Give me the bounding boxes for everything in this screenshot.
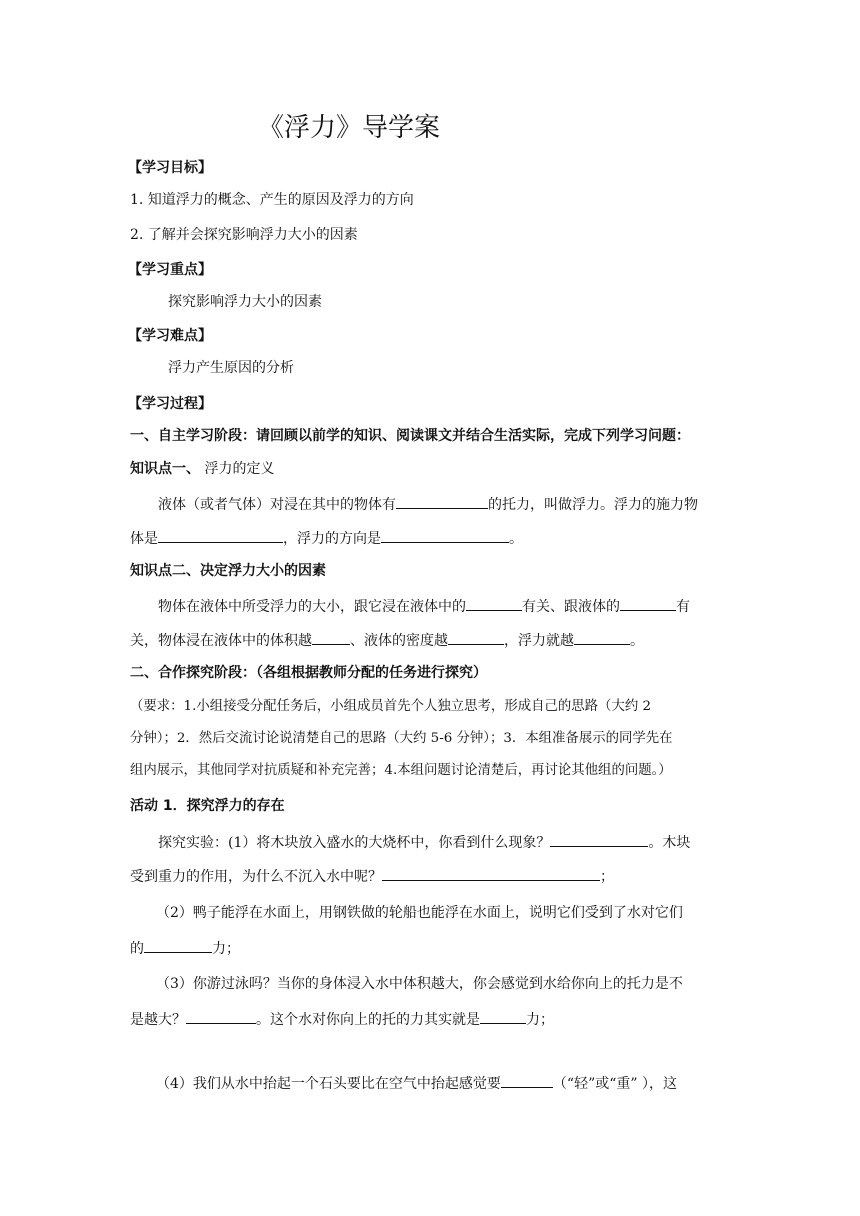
difficulties-heading: 【学习难点】: [128, 328, 212, 344]
blank-field[interactable]: [466, 595, 522, 611]
requirements-line2: 分钟）；2．然后交流讨论说清楚自己的思路（大约 5-6 分钟）；3．本组准备展示的同学先在: [130, 731, 673, 746]
text-span: 。木块: [648, 835, 691, 851]
text-span: ，浮力的方向是: [283, 531, 381, 547]
blank-field[interactable]: [186, 1008, 256, 1024]
text-span: 液体（或者气体）对浸在其中的物体有: [158, 497, 396, 513]
text-span: 探究实验：(1）将木块放入盛水的大烧杯中，你看到什么现象？: [158, 835, 551, 851]
kp1-paragraph-line2: [130, 527, 523, 549]
text-span: （“轻”或“重” ），这: [552, 1076, 677, 1092]
text-span: 。: [509, 531, 523, 547]
text-span: 、液体的密度越: [350, 633, 448, 649]
stage2-heading: 二、合作探究阶段：（各组根据教师分配的任务进行探究）: [130, 665, 487, 681]
document-title: 《浮力》导学案: [258, 113, 441, 143]
question-3-line1: （3）你游过泳吗？当你的身体浸入水中体积越大，你会感觉到水给你向上的托力是不: [156, 976, 683, 992]
text-span: 有关、跟液体的: [522, 599, 620, 615]
activity-1-heading: 活动 1．探究浮力的存在: [130, 798, 285, 814]
blank-field[interactable]: [381, 527, 509, 543]
requirements-line1: （要求：1.小组接受分配任务后，小组成员首先个人独立思考，形成自己的思路（大约 2: [130, 699, 652, 714]
blank-field[interactable]: [550, 831, 648, 847]
requirements-line3: 组内展示，其他同学对抗质疑和补充完善；4.本组问题讨论清楚后，再讨论其他组的问题。）: [130, 763, 672, 778]
blank-field[interactable]: [448, 629, 504, 645]
key-points-text: 探究影响浮力大小的因素: [168, 294, 322, 310]
knowledge-point-1: [130, 459, 274, 479]
question-2-line1: （2）鸭子能浮在水面上，用钢铁做的轮船也能浮在水面上，说明它们受到了水对它们: [156, 905, 683, 921]
objectives-heading: 【学习目标】: [128, 160, 212, 176]
text-span: 。: [630, 633, 644, 649]
blank-field[interactable]: [501, 1072, 553, 1088]
text-span: ；: [600, 869, 614, 885]
blank-field[interactable]: [480, 1008, 526, 1024]
text-span: 受到重力的作用，为什么不沉入水中呢？: [130, 869, 382, 885]
objective-item-2: 2. 了解并会探究影响浮力大小的因素: [130, 227, 358, 243]
text-span: 关，物体浸在液体中的体积越: [130, 633, 312, 649]
kp2-heading: 知识点二、决定浮力大小的因素: [130, 563, 326, 579]
blank-field[interactable]: [158, 527, 283, 543]
kp1-label: 知识点一、: [130, 461, 200, 477]
process-heading: 【学习过程】: [128, 396, 212, 412]
text-span: 是越大？: [130, 1012, 186, 1028]
kp2-paragraph-line1: [158, 595, 690, 617]
kp1-title: 浮力的定义: [200, 461, 275, 477]
text-span: 的托力，叫做浮力。浮力的施力物: [488, 497, 698, 513]
kp2-paragraph-line2: [130, 629, 644, 651]
text-span: 体是: [130, 531, 158, 547]
text-span: 的: [130, 941, 144, 957]
key-points-heading: 【学习重点】: [128, 262, 212, 278]
text-span: 有: [676, 599, 690, 615]
question-1-line1: [158, 831, 690, 853]
text-span: 力；: [526, 1012, 554, 1028]
blank-field[interactable]: [396, 493, 488, 509]
question-1-line2: [130, 865, 614, 887]
question-4-line1: [156, 1072, 677, 1094]
kp1-paragraph-line1: [158, 493, 698, 515]
text-span: ，浮力就越: [504, 633, 574, 649]
question-3-line2: [130, 1008, 554, 1030]
blank-field[interactable]: [312, 629, 350, 645]
text-span: （4）我们从水中抬起一个石头要比在空气中抬起感觉要: [156, 1076, 501, 1092]
text-span: 。这个水对你向上的托的力其实就是: [256, 1012, 480, 1028]
difficulties-text: 浮力产生原因的分析: [168, 360, 294, 376]
blank-field[interactable]: [382, 865, 600, 881]
objective-item-1: 1. 知道浮力的概念、产生的原因及浮力的方向: [130, 192, 414, 208]
blank-field[interactable]: [574, 629, 630, 645]
stage1-heading: 一、自主学习阶段：请回顾以前学的知识、阅读课文并结合生活实际，完成下列学习问题：: [130, 428, 690, 444]
question-2-line2: [130, 937, 240, 959]
text-span: 力；: [212, 941, 240, 957]
blank-field[interactable]: [144, 937, 212, 953]
blank-field[interactable]: [620, 595, 676, 611]
text-span: 物体在液体中所受浮力的大小，跟它浸在液体中的: [158, 599, 466, 615]
